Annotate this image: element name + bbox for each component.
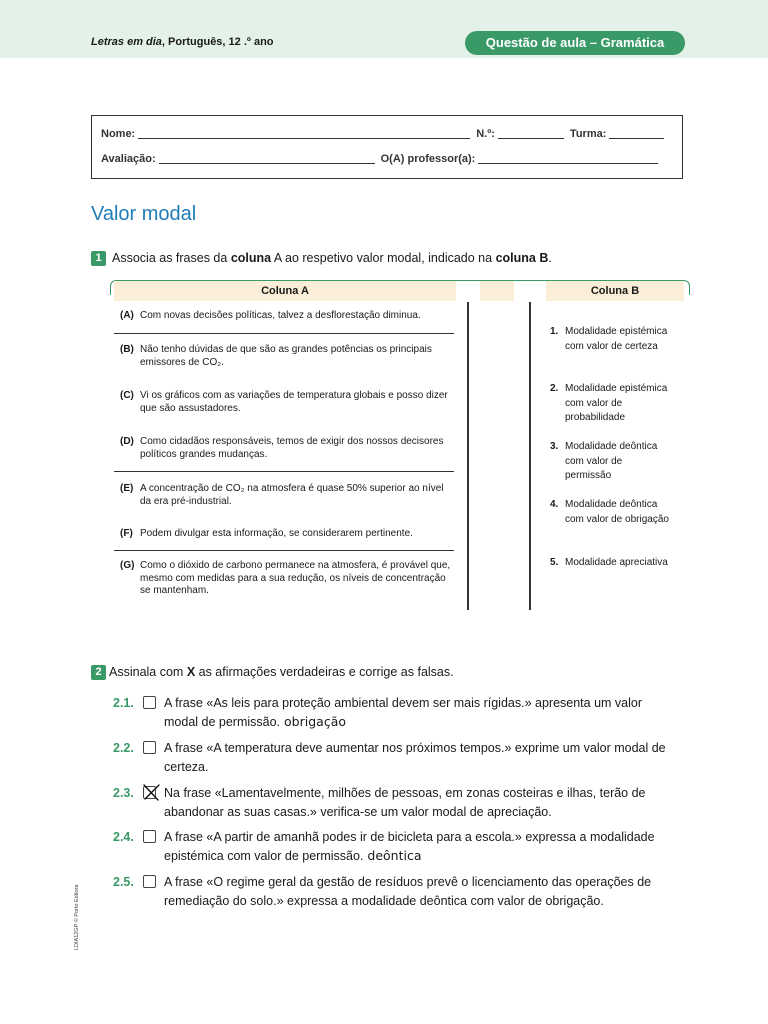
item-text: Modalidade deôntica com valor de obrigação [565,499,669,525]
column-a-item[interactable] [120,483,454,508]
statement-number: 2.2. [113,741,134,755]
handwritten-correction: obrigação [284,713,347,729]
book-title-rest: , Português, 12 .º ano [161,36,274,48]
checkbox-checked[interactable] [143,786,156,799]
question-1-number: 1 [91,251,106,266]
name-field[interactable] [138,128,470,139]
item-label: 4. [550,499,559,510]
statement-text: Na frase «Lamentavelmente, milhões de pessoas, em zonas costeiras e ilhas, terão de abandonar as suas casas.» verifica-se um valor modal de apreciação. [164,786,646,819]
column-a-item[interactable] [120,436,454,461]
statement-number: 2.4. [113,830,134,844]
item-text: Modalidade apreciativa [565,557,668,568]
page-title: Valor modal [91,203,197,225]
x-mark-icon [142,783,161,802]
statement-text: A frase «A partir de amanhã podes ir de bicicleta para a escola.» expressa a modalidade epistémica com valor de permissão. [164,830,655,863]
column-b-item[interactable] [550,498,670,527]
column-a-item[interactable] [120,344,454,369]
item-text: Modalidade epistémica com valor de certeza [565,326,668,352]
statement-text: A frase «As leis para proteção ambiental devem ser mais rígidas.» apresenta um valor modal de permissão. [164,696,643,729]
q1-text-d: coluna B [495,251,549,265]
item-label: (B) [120,344,134,355]
column-a-item[interactable] [120,390,454,415]
question-2-instruction [91,665,454,680]
item-label: 2. [550,383,559,394]
form-row-2 [101,153,664,165]
name-label: Nome: [101,128,136,140]
item-text: A concentração de CO₂ na atmosfera é quase 50% superior ao nível da era pré-industrial. [140,483,444,507]
statement-number: 2.5. [113,875,134,889]
teacher-label: O(A) professor(a): [380,153,476,165]
student-form [91,115,683,179]
q2-text-a: Assinala com [109,665,187,679]
column-b-item[interactable] [550,325,670,354]
question-2-number: 2 [91,665,106,680]
column-b-item[interactable] [550,556,670,571]
row-separator [114,550,454,551]
class-label: Turma: [569,128,607,140]
item-label: 3. [550,441,559,452]
q2-text-b: X [186,665,196,679]
column-divider-right [529,302,531,610]
row-separator [114,333,454,334]
item-label: (E) [120,483,134,494]
item-label: (D) [120,436,134,447]
item-text: Não tenho dúvidas de que são as grandes potências os principais emissores de CO₂. [140,344,432,368]
footer-code: LDIA12GP © Porto Editora [74,884,80,950]
column-a-header: Coluna A [114,281,456,301]
column-divider-left [467,302,469,610]
q1-text-b: coluna [230,251,272,265]
book-title [91,36,274,48]
item-label: (F) [120,528,133,539]
statement-text: A frase «O regime geral da gestão de resíduos prevê o licenciamento das operações de remediação do solo.» expressa a modalidade deôntica com valor de obrigação. [164,875,652,908]
form-row-1 [101,128,670,140]
question-1-instruction [91,251,552,266]
item-label: (A) [120,310,134,321]
teacher-field[interactable] [478,153,658,164]
checkbox[interactable] [143,696,156,709]
statement-number: 2.1. [113,696,134,710]
item-text: Modalidade deôntica com valor de permissão [565,441,658,481]
item-text: Como cidadãos responsáveis, temos de exigir dos nossos decisores políticos grandes mudanças. [140,436,444,460]
book-title-italic: Letras em dia [91,36,162,48]
class-field[interactable] [609,128,664,139]
column-a-item[interactable] [120,310,454,323]
column-a-item[interactable] [120,528,454,541]
checkbox[interactable] [143,875,156,888]
item-text: Com novas decisões políticas, talvez a desflorestação diminua. [140,310,421,321]
evaluation-field[interactable] [159,153,375,164]
item-text: Modalidade epistémica com valor de probabilidade [565,383,668,423]
checkbox[interactable] [143,830,156,843]
section-pill: Questão de aula – Gramática [465,31,685,55]
handwritten-correction: deôntica [367,847,422,863]
evaluation-label: Avaliação: [101,153,156,165]
item-label: (G) [120,560,135,571]
q1-text-e: . [548,251,552,265]
column-a-item[interactable] [120,560,454,598]
item-label: 1. [550,326,559,337]
column-b-item[interactable] [550,382,670,426]
item-text: Vi os gráficos com as variações de temperatura globais e posso dizer que são assustadores. [140,390,448,414]
statement-text: A frase «A temperatura deve aumentar nos próximos tempos.» exprime um valor modal de certeza. [164,741,666,774]
item-text: Como o dióxido de carbono permanece na atmosfera, é provável que, mesmo com medidas para a sua redução, os níveis de concentração se mantenham. [140,560,451,596]
number-label: N.º: [476,128,495,140]
statement-number: 2.3. [113,786,134,800]
column-b-header: Coluna B [546,281,684,301]
checkbox[interactable] [143,741,156,754]
item-label: 5. [550,557,559,568]
column-b-item[interactable] [550,440,670,484]
matching-table [110,280,690,610]
item-label: (C) [120,390,134,401]
row-separator [114,471,454,472]
q1-text-a: Associa as frases da [112,251,231,265]
q2-text-c: as afirmações verdadeiras e corrige as falsas. [195,665,454,679]
middle-header [480,281,514,301]
item-text: Podem divulgar esta informação, se considerarem pertinente. [140,528,413,539]
number-field[interactable] [498,128,564,139]
q1-text-c: A ao respetivo valor modal, indicado na [271,251,496,265]
